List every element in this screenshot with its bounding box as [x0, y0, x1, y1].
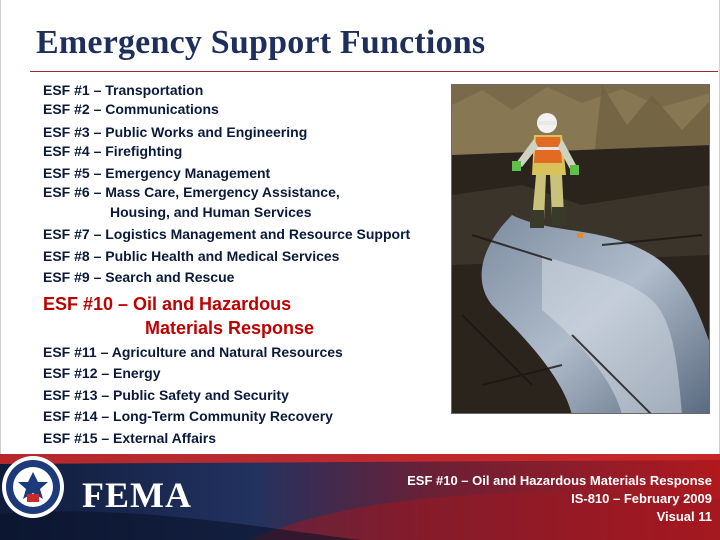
- esf-item: ESF #7 – Logistics Management and Resource Support: [43, 226, 411, 242]
- esf-item: ESF #13 – Public Safety and Security: [43, 387, 289, 403]
- footer-course: IS-810 – February 2009: [571, 491, 712, 506]
- esf-item: ESF #15 – External Affairs: [43, 430, 217, 446]
- esf-highlight-line2: Materials Response: [145, 318, 315, 338]
- footer-visual-number: Visual 11: [656, 509, 712, 524]
- esf-item: ESF #3 – Public Works and Engineering: [43, 124, 308, 140]
- esf-item: ESF #8 – Public Health and Medical Services: [43, 248, 340, 264]
- esf-highlight-line1: ESF #10 – Oil and Hazardous: [43, 294, 292, 314]
- esf-item: ESF #12 – Energy: [43, 365, 161, 381]
- esf-item: ESF #1 – Transportation: [43, 82, 204, 98]
- worker-in-oil-spill-photo: [451, 84, 710, 414]
- esf-item: ESF #2 – Communications: [43, 101, 219, 117]
- esf-item: ESF #14 – Long-Term Community Recovery: [43, 408, 333, 424]
- esf-item: ESF #5 – Emergency Management: [43, 165, 271, 181]
- dhs-seal-icon: [0, 454, 66, 520]
- footer-topic: ESF #10 – Oil and Hazardous Materials Response: [407, 473, 712, 488]
- title-divider: [30, 71, 718, 72]
- fema-logo-text: FEMA: [82, 475, 192, 515]
- slide-title: Emergency Support Functions: [36, 24, 486, 61]
- esf-item: ESF #4 – Firefighting: [43, 143, 183, 159]
- footer-banner: [0, 454, 720, 540]
- esf-item-continuation: Housing, and Human Services: [110, 204, 312, 220]
- esf-item: ESF #11 – Agriculture and Natural Resources: [43, 344, 343, 360]
- esf-item: ESF #6 – Mass Care, Emergency Assistance,: [43, 184, 340, 200]
- esf-item: ESF #9 – Search and Rescue: [43, 269, 235, 285]
